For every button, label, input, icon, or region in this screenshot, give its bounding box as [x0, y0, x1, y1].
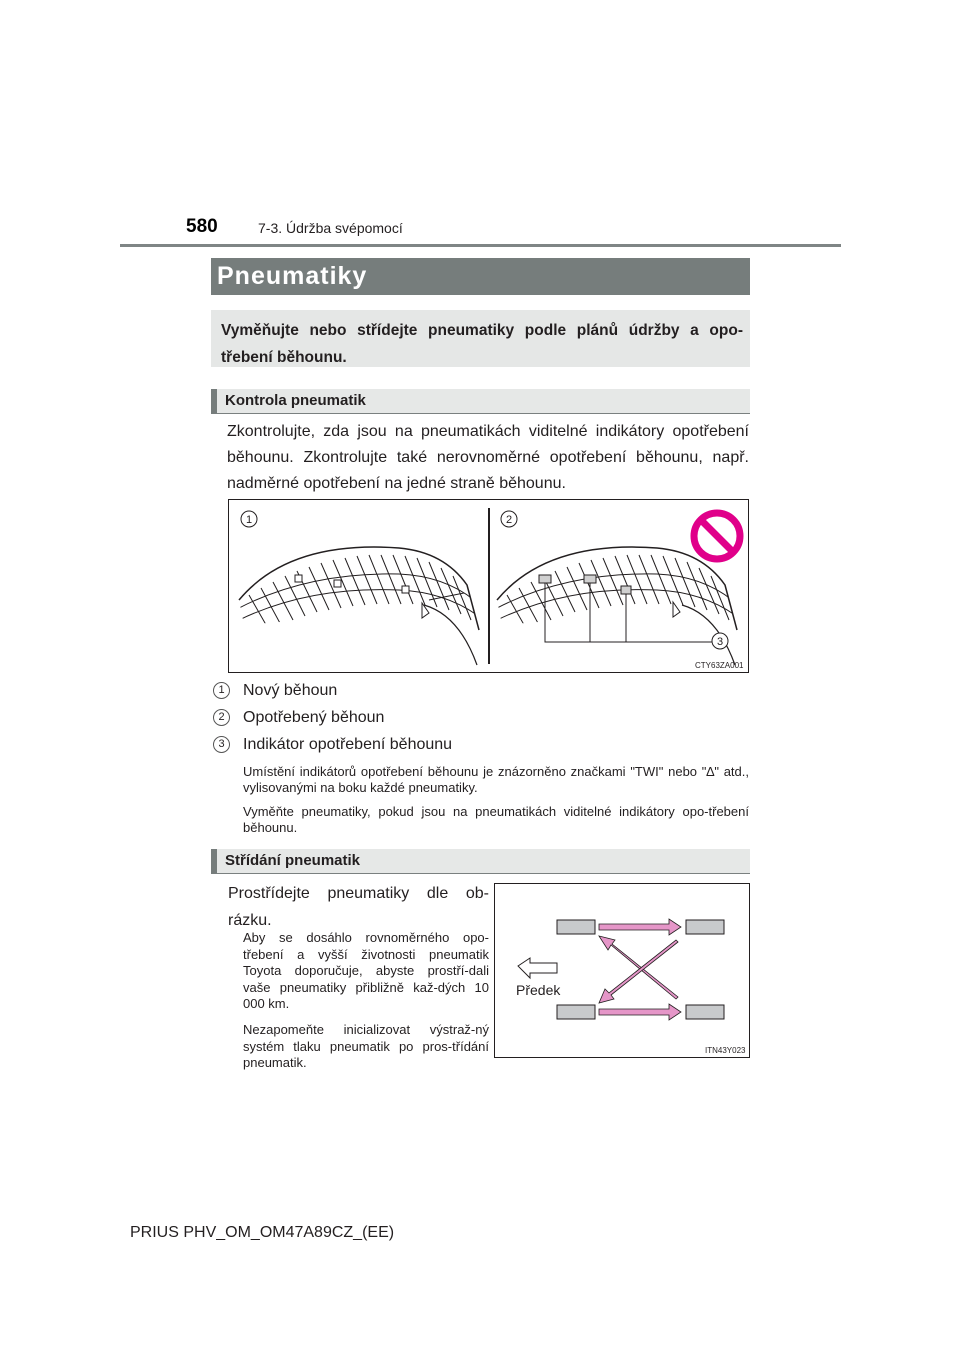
rotation-text: Prostřídejte pneumatiky dle ob-rázku. — [228, 885, 489, 929]
inspection-heading — [211, 389, 750, 414]
section-path: 7-3. Údržba svépomocí — [258, 220, 403, 236]
page-number: 580 — [186, 216, 218, 237]
tire-rear-right — [686, 1005, 724, 1019]
figure-code: ITN43Y023 — [705, 1046, 746, 1055]
front-label: Předek — [516, 982, 561, 998]
inspection-text: Zkontrolujte, zda jsou na pneumatikách viditelné indikátory opotřebení běhounu. Zkontrolujte také nerovnoměrné opotřebení běhounu, např. nadměrné opotřebení na jedné straně běhounu. — [227, 423, 749, 492]
item-label: Indikátor opotřebení běhounu — [243, 736, 453, 753]
heading-bar — [211, 389, 217, 414]
note-rotation-interval: Aby se dosáhlo rovnoměrného opo-třebení a vyšší životnosti pneumatik Toyota doporučuje, abyste prostří-dali vaše pneumatiky přibližně kaž-dých 10 000 km. — [243, 930, 489, 1012]
list-item — [213, 682, 337, 700]
item-number: 1 — [213, 682, 230, 699]
heading-bar — [211, 849, 217, 874]
callout-3: 3 — [716, 636, 724, 648]
rotation-heading-label: Střídání pneumatik — [225, 852, 361, 869]
tire-rear-left — [557, 1005, 595, 1019]
rotation-heading — [211, 849, 750, 874]
page-title: Pneumatiky — [217, 262, 368, 290]
arrow-rear-swap — [599, 1004, 681, 1020]
note-tpms-reset: Nezapomeňte inicializovat výstraž-ný systém tlaku pneumatik po pros-třídání pneumatik. — [243, 1022, 489, 1071]
footer-docid: PRIUS PHV_OM_OM47A89CZ_(EE) — [130, 1224, 395, 1241]
arrow-diagonal-up — [599, 936, 678, 999]
header-rule — [120, 244, 841, 247]
item-label: Nový běhoun — [243, 682, 338, 699]
intro-box — [211, 310, 750, 367]
arrow-front-swap — [599, 919, 681, 935]
intro-text: Vyměňujte nebo střídejte pneumatiky podle plánů údržby a opo-třebení běhounu. — [221, 322, 743, 366]
callout-1: 1 — [245, 514, 253, 526]
item-label: Opotřebený běhoun — [243, 709, 385, 726]
note-replace: Vyměňte pneumatiky, pokud jsou na pneumatikách viditelné indikátory opo-třebení běhounu. — [243, 804, 749, 835]
item-number: 2 — [213, 709, 230, 726]
rotation-figure — [494, 883, 750, 1058]
inspection-heading-label: Kontrola pneumatik — [225, 392, 366, 409]
rotation-diagram — [495, 884, 749, 1057]
tire-front-left — [557, 920, 595, 934]
note-twi: Umístění indikátorů opotřebení běhounu je znázorněno značkami "TWI" nebo "∆" atd., vylisovanými na boku každé pneumatiky. — [243, 764, 749, 795]
front-arrow-icon — [518, 958, 557, 978]
new-tire-icon — [239, 547, 479, 665]
arrow-diagonal-down — [599, 940, 678, 1003]
worn-tire-icon — [497, 547, 737, 665]
figure-code: CTY63ZA001 — [695, 661, 744, 670]
item-number: 3 — [213, 736, 230, 753]
tire-wear-figure — [228, 499, 749, 673]
tire-front-right — [686, 920, 724, 934]
prohibited-icon — [694, 513, 740, 559]
title-bar — [211, 258, 750, 295]
list-item — [213, 736, 452, 754]
tire-wear-illustration — [229, 500, 748, 672]
callout-2: 2 — [505, 514, 513, 526]
list-item — [213, 709, 384, 727]
